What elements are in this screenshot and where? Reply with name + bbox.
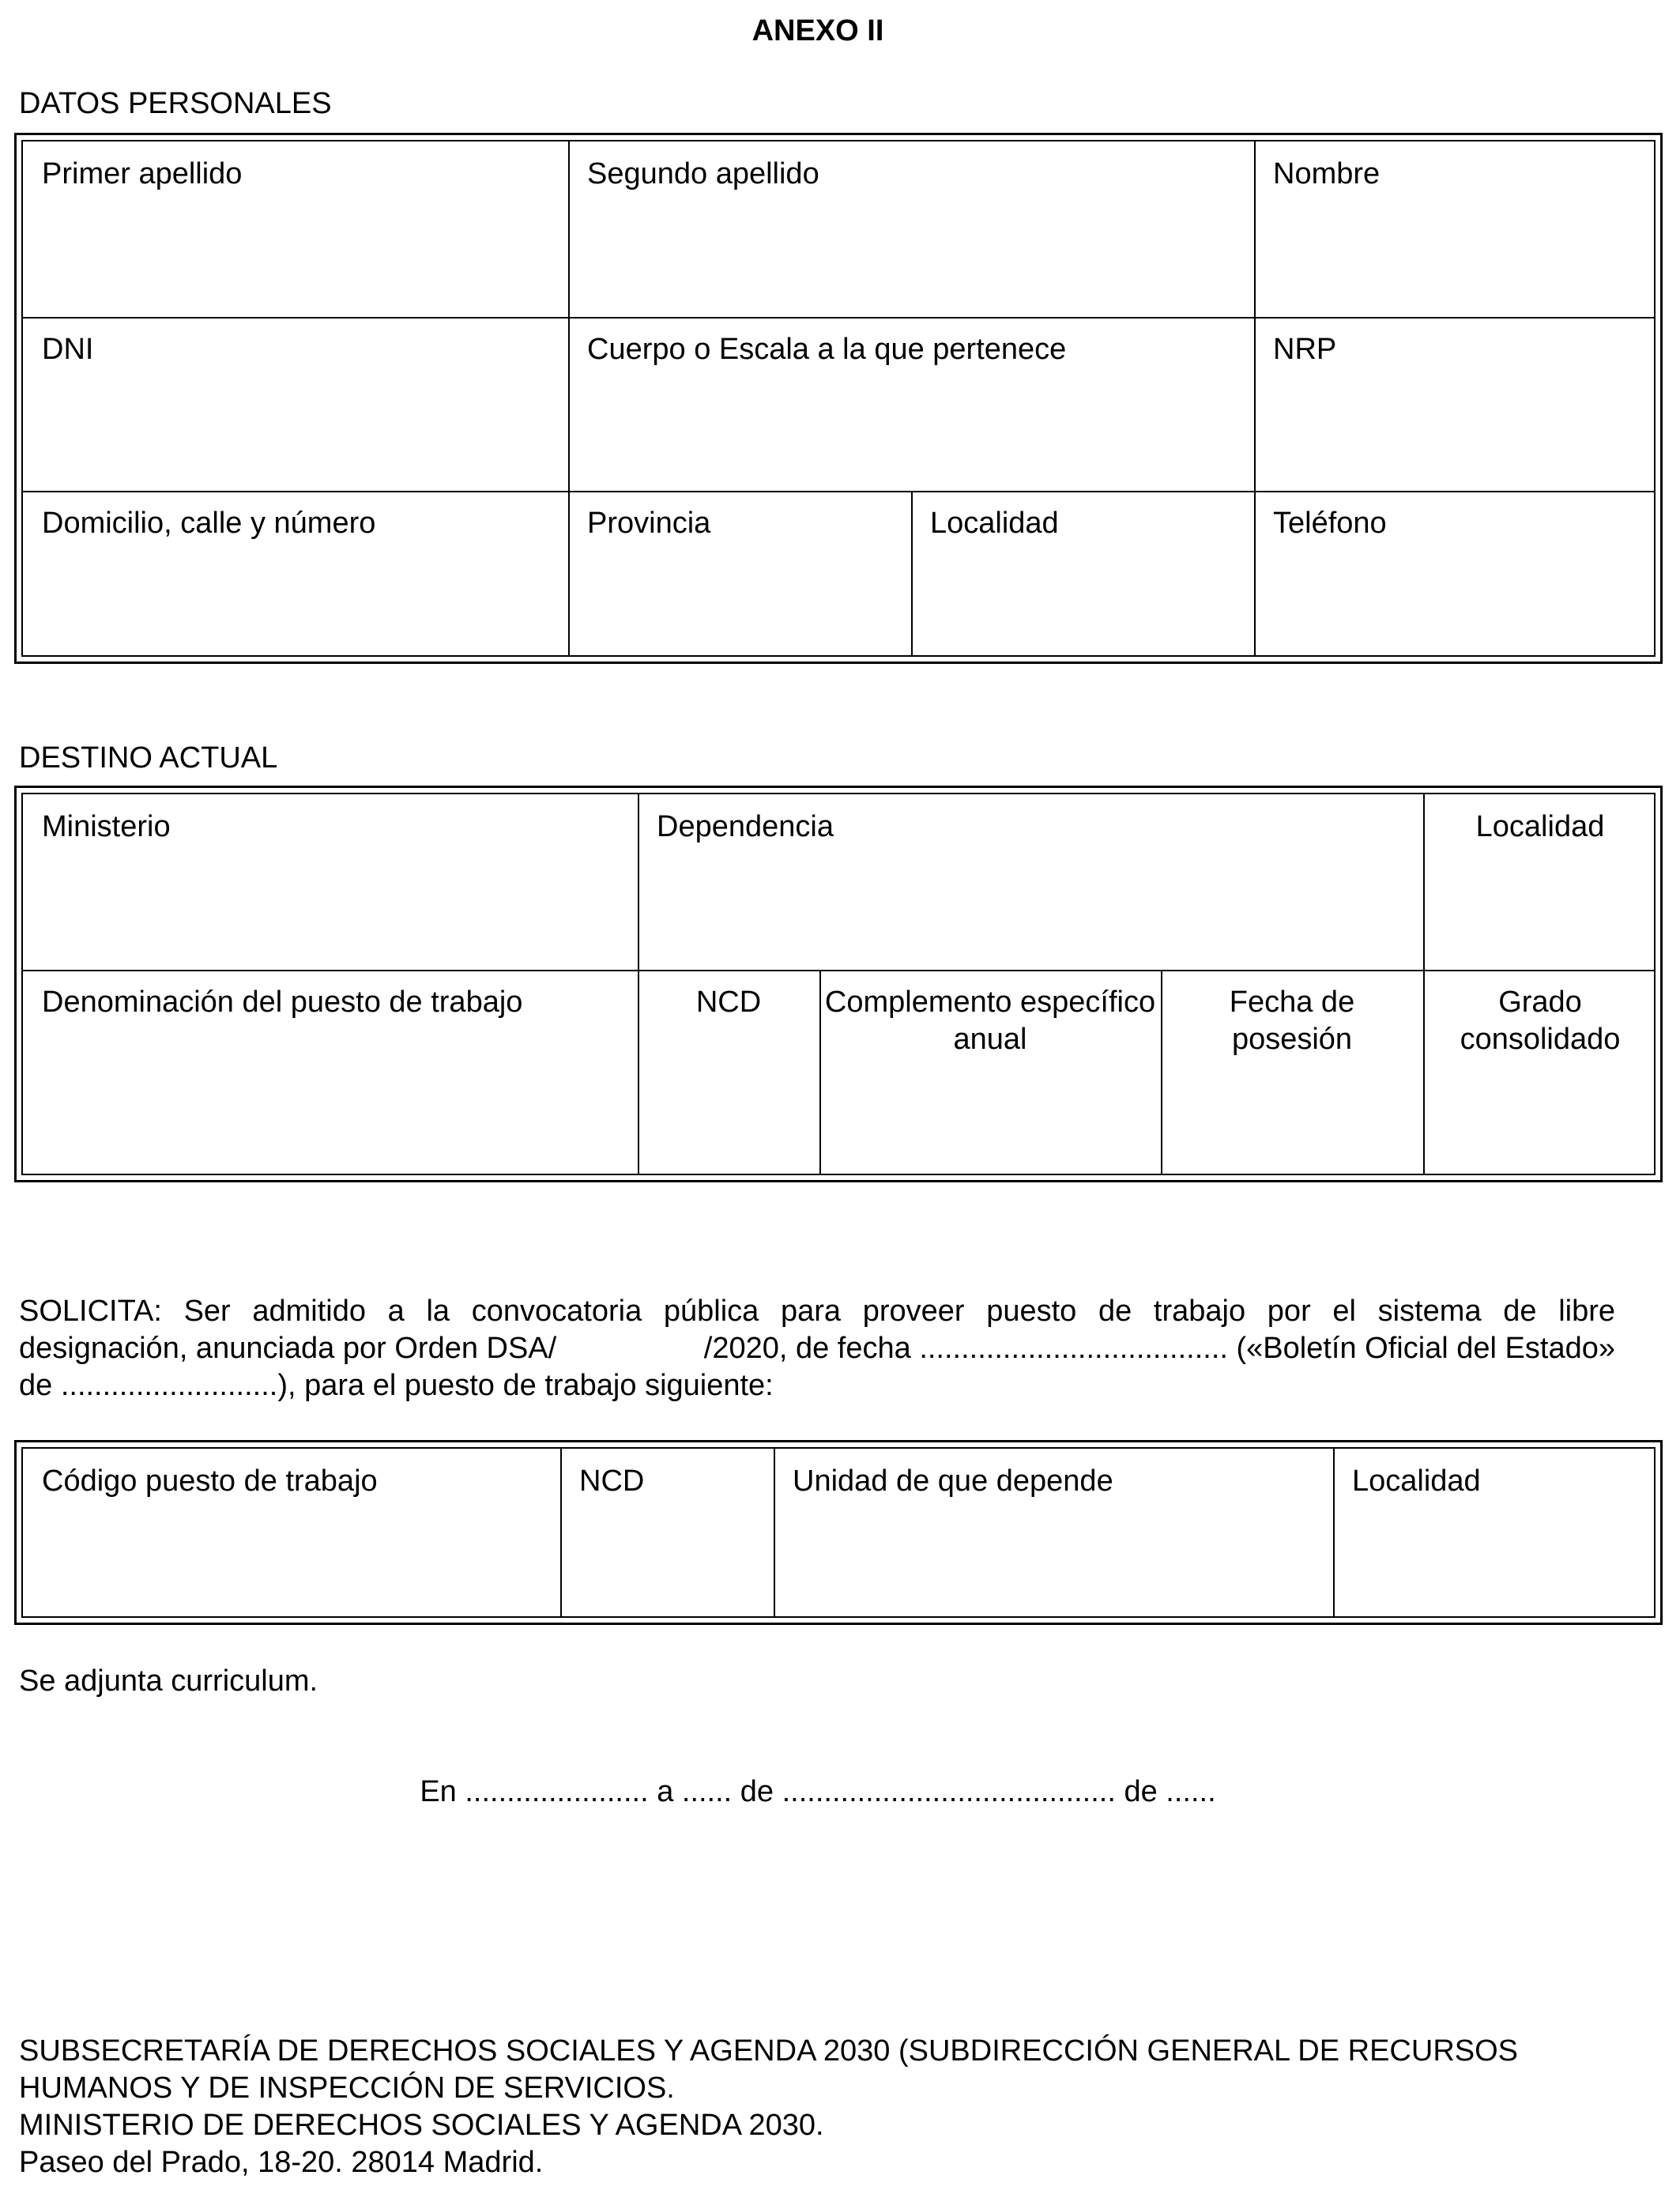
- puesto-solicitado-table: [14, 1440, 1663, 1625]
- field-label: Fecha de posesión: [1229, 986, 1355, 1056]
- section-heading-destino-actual: DESTINO ACTUAL: [19, 741, 278, 775]
- field-label: Denominación del puesto de trabajo: [42, 986, 523, 1019]
- field-label: Segundo apellido: [587, 157, 819, 190]
- field-label: Localidad: [1475, 810, 1605, 843]
- field-label: Nombre: [1273, 157, 1381, 190]
- solicita-orden: designación, anunciada por Orden DSA/: [19, 1332, 557, 1365]
- solicita-fecha: /2020, de fecha ..................................... («Boletín Oficial del Estado»: [703, 1332, 1615, 1365]
- field-telefono[interactable]: [1254, 491, 1657, 662]
- field-provincia[interactable]: [568, 491, 911, 662]
- field-domicilio[interactable]: [23, 491, 568, 662]
- field-codigo-puesto[interactable]: [23, 1449, 560, 1623]
- field-denominacion-puesto[interactable]: [23, 970, 638, 1180]
- field-primer-apellido[interactable]: [23, 141, 568, 317]
- solicita-paragraph: [19, 1293, 1615, 1404]
- field-label: NCD: [579, 1465, 645, 1498]
- field-grado-consolidado[interactable]: [1423, 970, 1657, 1180]
- field-ncd-destino[interactable]: [638, 970, 819, 1180]
- field-label: Provincia: [587, 507, 711, 540]
- destino-actual-table: [14, 786, 1663, 1182]
- field-label: DNI: [42, 333, 94, 366]
- field-localidad-destino[interactable]: [1423, 794, 1657, 970]
- footer-line: SUBSECRETARÍA DE DERECHOS SOCIALES Y AGENDA 2030 (SUBDIRECCIÓN GENERAL DE RECURSOS: [19, 2034, 1519, 2068]
- field-dependencia[interactable]: [638, 794, 1423, 970]
- field-label: NCD: [695, 986, 762, 1019]
- field-label: Dependencia: [657, 810, 834, 843]
- field-label: Localidad: [930, 507, 1059, 540]
- fecha-lugar-line[interactable]: En ...................... a ...... de ........................................ de ......: [420, 1775, 1216, 1808]
- field-label: Localidad: [1352, 1465, 1481, 1498]
- field-nombre[interactable]: [1254, 141, 1657, 317]
- field-label: NRP: [1273, 333, 1337, 366]
- field-cuerpo-escala[interactable]: [568, 317, 1254, 491]
- solicita-line: de ..........................), para el puesto de trabajo siguiente:: [19, 1369, 774, 1402]
- field-ncd-puesto[interactable]: [560, 1449, 774, 1623]
- field-label: Unidad de que depende: [793, 1465, 1113, 1498]
- page-title: ANEXO II: [751, 14, 884, 47]
- field-localidad-puesto[interactable]: [1333, 1449, 1657, 1623]
- field-label: Grado consolidado: [1460, 986, 1621, 1056]
- field-segundo-apellido[interactable]: [568, 141, 1254, 317]
- field-label: Complemento específico anual: [824, 986, 1156, 1056]
- footer-address: [19, 2033, 1518, 2181]
- field-localidad[interactable]: [911, 491, 1254, 662]
- field-nrp[interactable]: [1254, 317, 1657, 491]
- field-label: Primer apellido: [42, 157, 243, 190]
- footer-line: MINISTERIO DE DERECHOS SOCIALES Y AGENDA 2030.: [19, 2109, 824, 2142]
- field-unidad-depende[interactable]: [774, 1449, 1333, 1623]
- datos-personales-table: [14, 133, 1663, 664]
- field-label: Teléfono: [1273, 507, 1387, 540]
- adjunta-curriculum: Se adjunta curriculum.: [19, 1664, 318, 1698]
- section-heading-datos-personales: DATOS PERSONALES: [19, 87, 332, 120]
- solicita-line: [19, 1330, 1615, 1367]
- field-label: Cuerpo o Escala a la que pertenece: [587, 333, 1067, 366]
- field-complemento-especifico[interactable]: [819, 970, 1161, 1180]
- footer-line: HUMANOS Y DE INSPECCIÓN DE SERVICIOS.: [19, 2071, 675, 2105]
- field-label: Domicilio, calle y número: [42, 507, 376, 540]
- field-dni[interactable]: [23, 317, 568, 491]
- solicita-line: SOLICITA: Ser admitido a la convocatoria pública para proveer puesto de trabajo por el sistema de libre: [19, 1295, 1615, 1328]
- field-ministerio[interactable]: [23, 794, 638, 970]
- footer-line: Paseo del Prado, 18-20. 28014 Madrid.: [19, 2146, 544, 2179]
- field-label: Código puesto de trabajo: [42, 1465, 378, 1498]
- field-label: Ministerio: [42, 810, 171, 843]
- field-fecha-posesion[interactable]: [1161, 970, 1423, 1180]
